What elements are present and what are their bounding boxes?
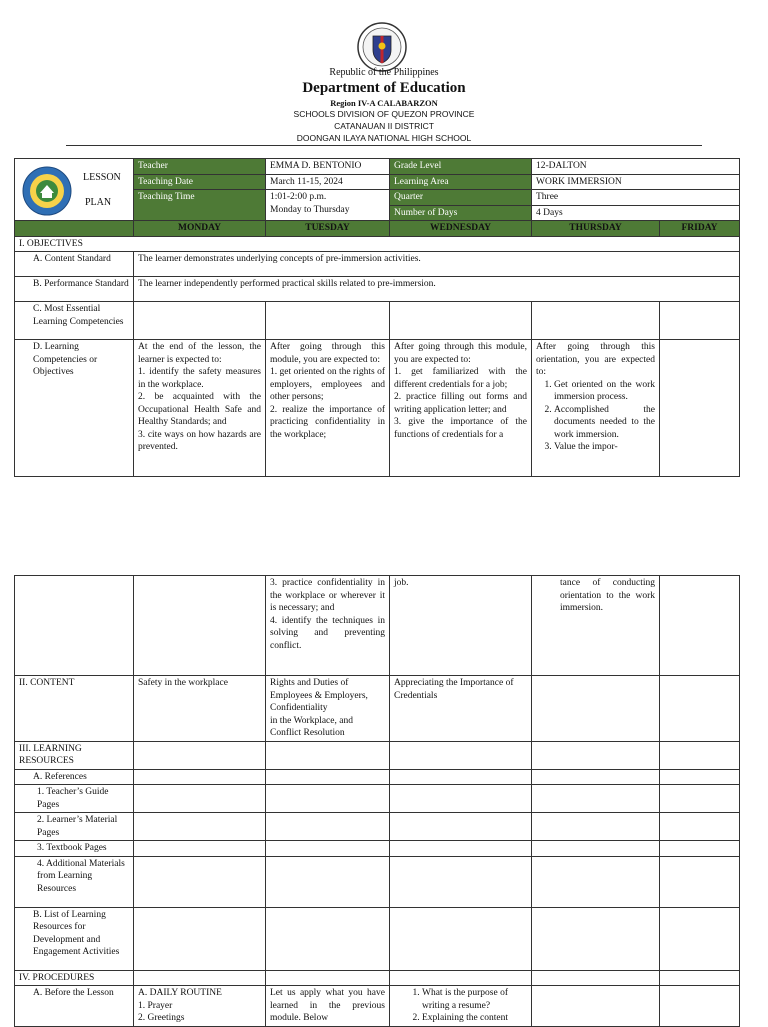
references-label: A. References [15, 769, 134, 785]
day-header-thursday: THURSDAY [532, 221, 660, 237]
melc-thursday [532, 302, 660, 340]
time-value: 1:01-2:00 p.m. Monday to Thursday [266, 190, 390, 221]
objectives-friday [660, 340, 740, 477]
thursday-objective: 2. Accomplished the documents needed to the work immersion. [554, 404, 655, 442]
deped-seal-icon [357, 22, 407, 72]
continued-monday [134, 576, 266, 676]
teacher-label: Teacher [134, 159, 266, 175]
day-header-friday: FRIDAY [660, 221, 740, 237]
day-header-blank [15, 221, 134, 237]
thursday-objective: 1. Get oriented on the work immersion process. [554, 379, 655, 404]
procedures-wednesday [390, 986, 532, 1027]
date-label: Teaching Date [134, 174, 266, 190]
objectives-tuesday-cont: 3. practice confidentiality in the workplace or wherever it is necessary; and 4. identify the techniques in solving and preventing conflict. [266, 576, 390, 676]
content-friday [660, 676, 740, 742]
grade-value: 12-DALTON [532, 159, 740, 175]
content-heading: II. CONTENT [15, 676, 134, 742]
procedures-friday [660, 986, 740, 1027]
continued-label [15, 576, 134, 676]
melc-label: C. Most Essential Learning Competencies [15, 302, 134, 340]
lesson-plan-table-page1 [14, 158, 740, 477]
content-standard-text: The learner demonstrates underlying concepts of pre-immersion activities. [134, 252, 740, 277]
competencies-label: D. Learning Competencies or Objectives [15, 340, 134, 477]
header-divider [66, 145, 702, 146]
objectives-wednesday-cont: job. [390, 576, 532, 676]
wednesday-procedure: 2. Explaining the content [422, 1012, 527, 1025]
procedures-thursday [532, 986, 660, 1027]
division-line: SCHOOLS DIVISION OF QUEZON PROVINCE [293, 109, 475, 119]
additional-materials-label: 4. Additional Materials from Learning Resources [15, 856, 134, 907]
region-line: Region IV-A CALABARZON [330, 98, 438, 108]
objectives-tuesday: After going through this module, you are expected to: 1. get oriented on the rights of employers, employees and other persons; 2. realize the importance of practicing confidentiality in the workplace; [266, 340, 390, 477]
procedures-heading: IV. PROCEDURES [15, 970, 134, 986]
textbook-pages-label: 3. Textbook Pages [15, 841, 134, 857]
day-header-monday: MONDAY [134, 221, 266, 237]
objectives-thursday-cont: tance of conducting orientation to the work immersion. [532, 576, 660, 676]
wednesday-procedure: 1. What is the purpose of writing a resume? [422, 987, 527, 1012]
performance-standard-text: The learner independently performed practical skills related to pre-immersion. [134, 277, 740, 302]
objectives-heading: I. OBJECTIVES [15, 236, 740, 252]
content-monday: Safety in the workplace [134, 676, 266, 742]
melc-friday [660, 302, 740, 340]
learners-material-label: 2. Learner’s Material Pages [15, 813, 134, 841]
learning-resources-list-label: B. List of Learning Resources for Development and Engagement Activities [15, 907, 134, 970]
day-header-wednesday: WEDNESDAY [390, 221, 532, 237]
resources-heading: III. LEARNING RESOURCES [15, 741, 134, 769]
procedures-tuesday: Let us apply what you have learned in the previous module. Below [266, 986, 390, 1027]
day-header-tuesday: TUESDAY [266, 221, 390, 237]
lesson-plan-table-page2 [14, 575, 740, 1027]
department-title: Department of Education [302, 80, 466, 96]
procedures-monday: A. DAILY ROUTINE 1. Prayer 2. Greetings [134, 986, 266, 1027]
lesson-plan-label: LESSON PLAN [15, 159, 134, 221]
quarter-value: Three [532, 190, 740, 206]
objectives-monday: At the end of the lesson, the learner is expected to: 1. identify the safety measures in the workplace. 2. be acquainted with the Occupational Health Safe and Healthy Standards; and 3. cite ways on how hazards are prevented. [134, 340, 266, 477]
area-value: WORK IMMERSION [532, 174, 740, 190]
days-value: 4 Days [532, 205, 740, 221]
before-lesson-label: A. Before the Lesson [15, 986, 134, 1027]
school-line: DOONGAN ILAYA NATIONAL HIGH SCHOOL [296, 133, 472, 143]
melc-wednesday [390, 302, 532, 340]
content-thursday [532, 676, 660, 742]
district-line: CATANAUAN II DISTRICT [334, 121, 434, 131]
republic-line: Republic of the Philippines [329, 67, 439, 78]
objectives-wednesday: After going through this module, you are expected to: 1. get familiarized with the different credentials for a job; 2. practice filling out forms and writing application letter; and 3. give the importance of the functions of credentials for a [390, 340, 532, 477]
thursday-objective: 3. Value the impor- [554, 441, 655, 454]
quarter-label: Quarter [390, 190, 532, 206]
teachers-guide-label: 1. Teacher’s Guide Pages [15, 785, 134, 813]
time-label: Teaching Time [134, 190, 266, 221]
continued-friday [660, 576, 740, 676]
date-value: March 11-15, 2024 [266, 174, 390, 190]
content-standard-label: A. Content Standard [15, 252, 134, 277]
performance-standard-label: B. Performance Standard [15, 277, 134, 302]
melc-monday [134, 302, 266, 340]
area-label: Learning Area [390, 174, 532, 190]
content-tuesday: Rights and Duties of Employees & Employers, Confidentiality in the Workplace, and Conflict Resolution [266, 676, 390, 742]
objectives-thursday: After going through this orientation, you are expected to: 1. Get oriented on the work immersion process. 2. Accomplished the documents needed to the work immersion. 3. Value the impor- [532, 340, 660, 477]
grade-label: Grade Level [390, 159, 532, 175]
content-wednesday: Appreciating the Importance of Credentials [390, 676, 532, 742]
melc-tuesday [266, 302, 390, 340]
teacher-value: EMMA D. BENTONIO [266, 159, 390, 175]
days-label: Number of Days [390, 205, 532, 221]
